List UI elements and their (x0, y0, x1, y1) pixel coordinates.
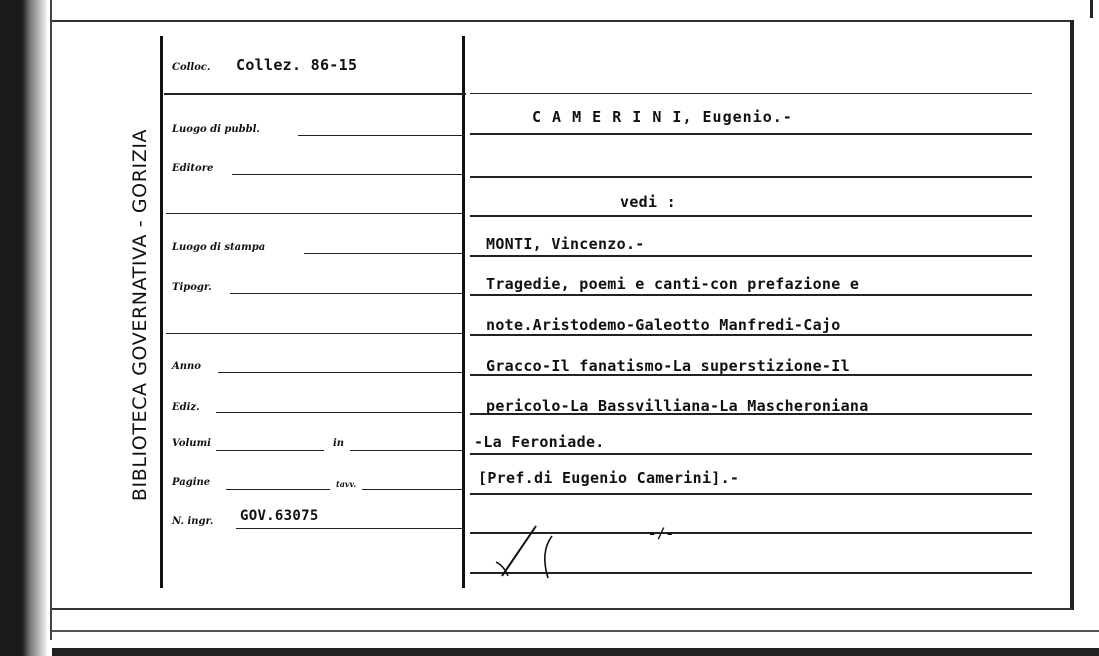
pagine-blank (226, 488, 330, 490)
luogo-pubbl-label: Luogo di pubbl. (172, 124, 260, 135)
colloc-label: Colloc. (172, 62, 211, 73)
right-rule-1 (470, 93, 1032, 94)
in-blank (350, 449, 462, 451)
editore-blank-2 (166, 212, 462, 214)
entry-line-1: Tragedie, poemi e canti-con prefazione e (486, 275, 860, 293)
card-right-border (1070, 20, 1074, 610)
right-rule-2 (470, 133, 1032, 135)
editore-label: Editore (172, 163, 214, 174)
anno-blank (218, 371, 462, 373)
volumi-blank (216, 449, 324, 451)
inventory-number: GOV.63075 (240, 508, 319, 524)
tipogr-blank (230, 292, 462, 294)
entry-heading: C A M E R I N I, Eugenio.- (532, 108, 793, 126)
in-label: in (333, 438, 345, 449)
entry-line-6: [Pref.di Eugenio Camerini].- (478, 469, 740, 487)
tipogr-label: Tipogr. (172, 282, 212, 293)
n-ingr-label: N. ingr. (172, 516, 214, 527)
anno-label: Anno (172, 361, 201, 372)
bottom-dark-band (52, 648, 1099, 656)
right-rule-4 (470, 215, 1032, 217)
right-rule-7 (470, 334, 1032, 336)
right-rule-5 (470, 255, 1032, 257)
handwritten-mark (494, 518, 564, 584)
card-bottom-border (52, 608, 1072, 610)
right-rule-6 (470, 294, 1032, 296)
colloc-rule (164, 93, 466, 95)
left-field-rule (160, 36, 163, 588)
right-rule-10 (470, 453, 1032, 455)
entry-author: MONTI, Vincenzo.- (486, 235, 645, 253)
n-ingr-blank (236, 527, 462, 529)
luogo-stampa-blank (304, 252, 462, 254)
tav-blank (362, 488, 462, 490)
luogo-stampa-label: Luogo di stampa (172, 242, 266, 253)
entry-marks: -/- (648, 526, 675, 542)
tipogr-blank-2 (166, 332, 462, 334)
right-rule-11 (470, 493, 1032, 495)
ediz-label: Ediz. (172, 402, 200, 413)
tav-label: tavv. (336, 479, 357, 489)
binding-edge (0, 0, 48, 656)
right-edge-mark (1090, 0, 1093, 18)
center-field-rule (462, 36, 465, 588)
entry-see-reference: vedi : (620, 193, 676, 211)
institution-stamp: BIBLIOTECA GOVERNATIVA - GORIZIA (129, 128, 151, 502)
pagine-label: Pagine (172, 477, 211, 488)
ediz-blank (216, 411, 462, 413)
editore-blank (232, 173, 462, 175)
card-left-border (50, 0, 52, 640)
entry-line-2: note.Aristodemo-Galeotto Manfredi-Cajo (486, 316, 841, 334)
volumi-label: Volumi (172, 438, 211, 449)
bottom-edge-line (52, 630, 1099, 632)
entry-line-4: pericolo-La Bassvilliana-La Mascheroniana (486, 397, 869, 415)
card-top-border (52, 20, 1072, 22)
luogo-pubbl-blank (298, 134, 462, 136)
colloc-value: Collez. 86-15 (236, 56, 358, 74)
entry-line-5: -La Feroniade. (474, 433, 605, 451)
right-rule-3 (470, 176, 1032, 178)
entry-line-3: Gracco-Il fanatismo-La superstizione-Il (486, 357, 850, 375)
